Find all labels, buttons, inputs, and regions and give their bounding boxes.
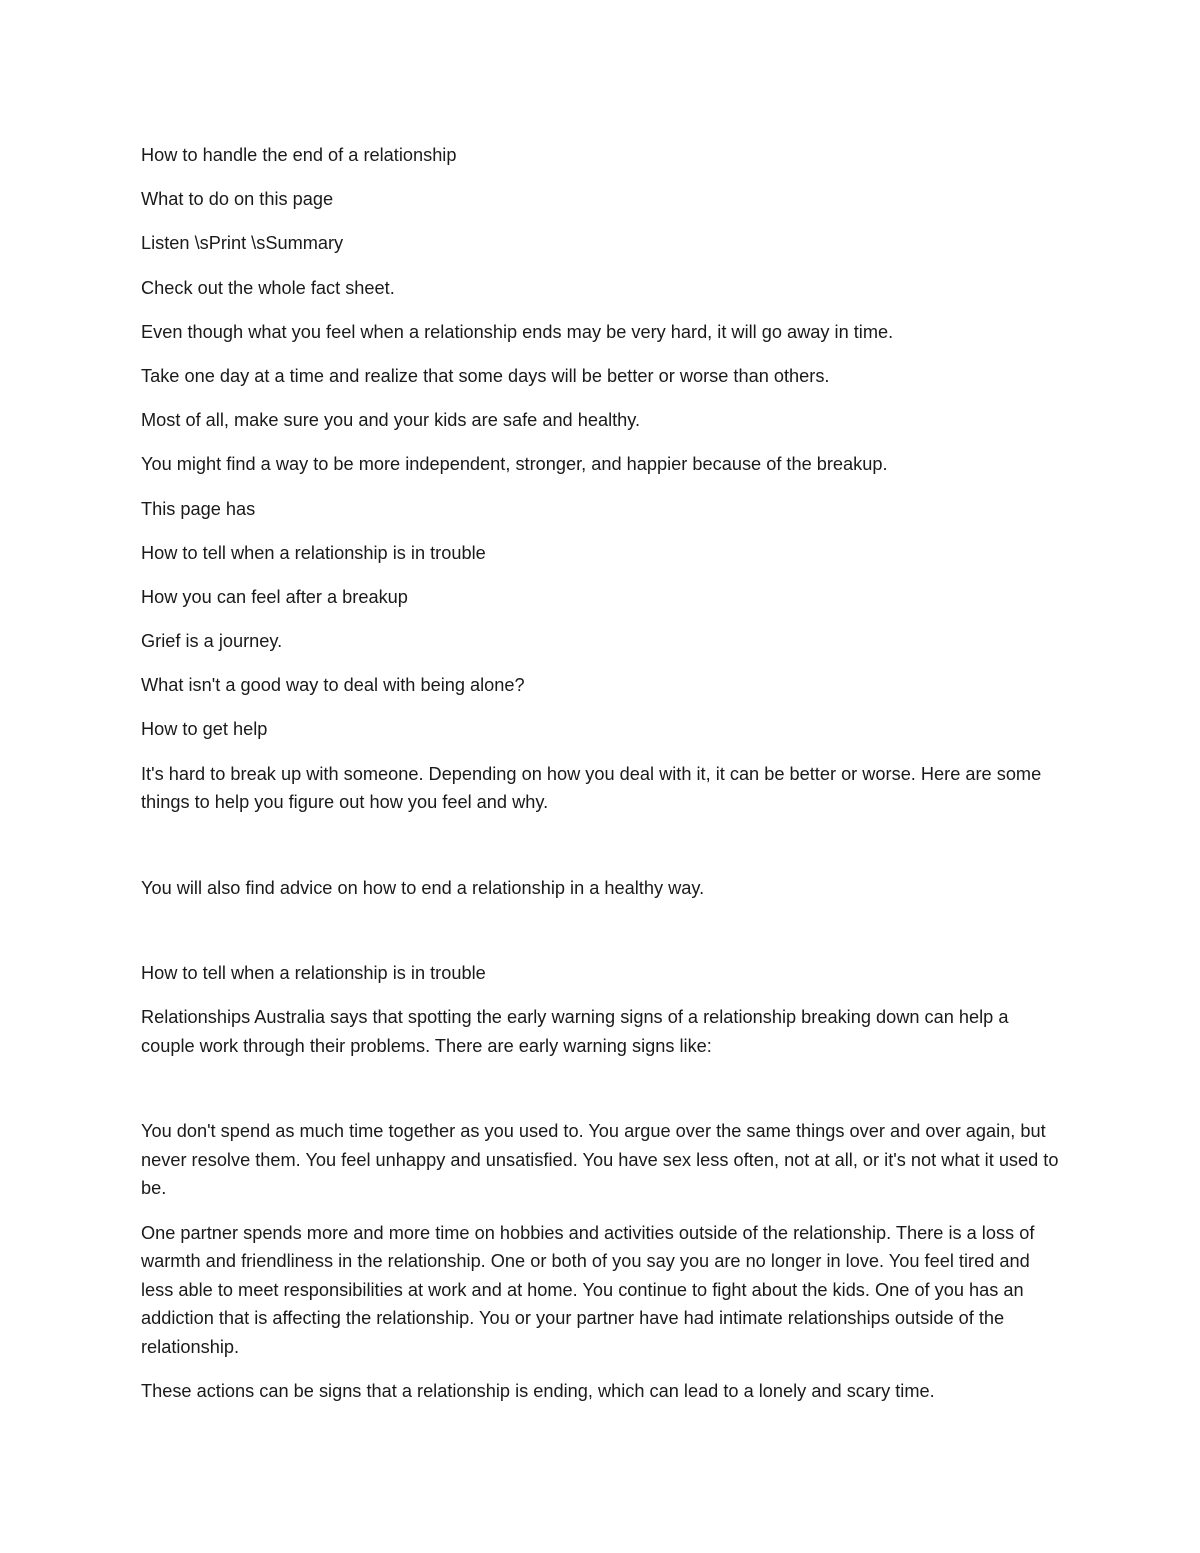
- toc-item: How to tell when a relationship is in trouble: [141, 542, 486, 563]
- toc-item: How to get help: [141, 719, 268, 740]
- toc-item: How you can feel after a breakup: [141, 586, 408, 607]
- toc-heading: This page has: [141, 498, 256, 519]
- signs-paragraph: You don't spend as much time together as you used to. You argue over the same things over and over again, but never resolve them. You feel unhappy and unsatisfied. You have sex less often, not at all, or it's not what it used to be.: [141, 1121, 1059, 1199]
- summary-item: You might find a way to be more independent, stronger, and happier because of the breakup.: [141, 454, 888, 475]
- summary-item: Most of all, make sure you and your kids are safe and healthy.: [141, 410, 641, 431]
- page-actions-heading: What to do on this page: [141, 189, 334, 210]
- summary-item: Take one day at a time and realize that some days will be better or worse than others.: [141, 365, 830, 386]
- signs-paragraph: One partner spends more and more time on hobbies and activities outside of the relationship. There is a loss of warmth and friendliness in the relationship. One or both of you say you are no longer in love. You feel tired and less able to meet responsibilities at work and at home. You continue to fight about the kids. One of you has an addiction that is affecting the relationship. You or your partner have had intimate relationships outside of the relationship.: [141, 1222, 1035, 1357]
- section-intro: Relationships Australia says that spotting the early warning signs of a relationship breaking down can help a couple work through their problems. There are early warning signs like:: [141, 1007, 1009, 1056]
- intro-paragraph: It's hard to break up with someone. Depending on how you deal with it, it can be better or worse. Here are some things to help you figure out how you feel and why.: [141, 763, 1042, 813]
- section-heading: How to tell when a relationship is in trouble: [141, 963, 486, 984]
- toc-item: Grief is a journey.: [141, 631, 283, 652]
- signs-paragraph: These actions can be signs that a relationship is ending, which can lead to a lonely and scary time.: [141, 1380, 935, 1401]
- page-actions: Listen \sPrint \sSummary: [141, 233, 344, 254]
- document-body: [141, 141, 1066, 1421]
- intro-paragraph: You will also find advice on how to end a relationship in a healthy way.: [141, 877, 705, 898]
- toc-item: What isn't a good way to deal with being alone?: [141, 675, 525, 696]
- fact-sheet-line: Check out the whole fact sheet.: [141, 277, 395, 298]
- summary-item: Even though what you feel when a relationship ends may be very hard, it will go away in time.: [141, 321, 894, 342]
- document-title: How to handle the end of a relationship: [141, 145, 457, 165]
